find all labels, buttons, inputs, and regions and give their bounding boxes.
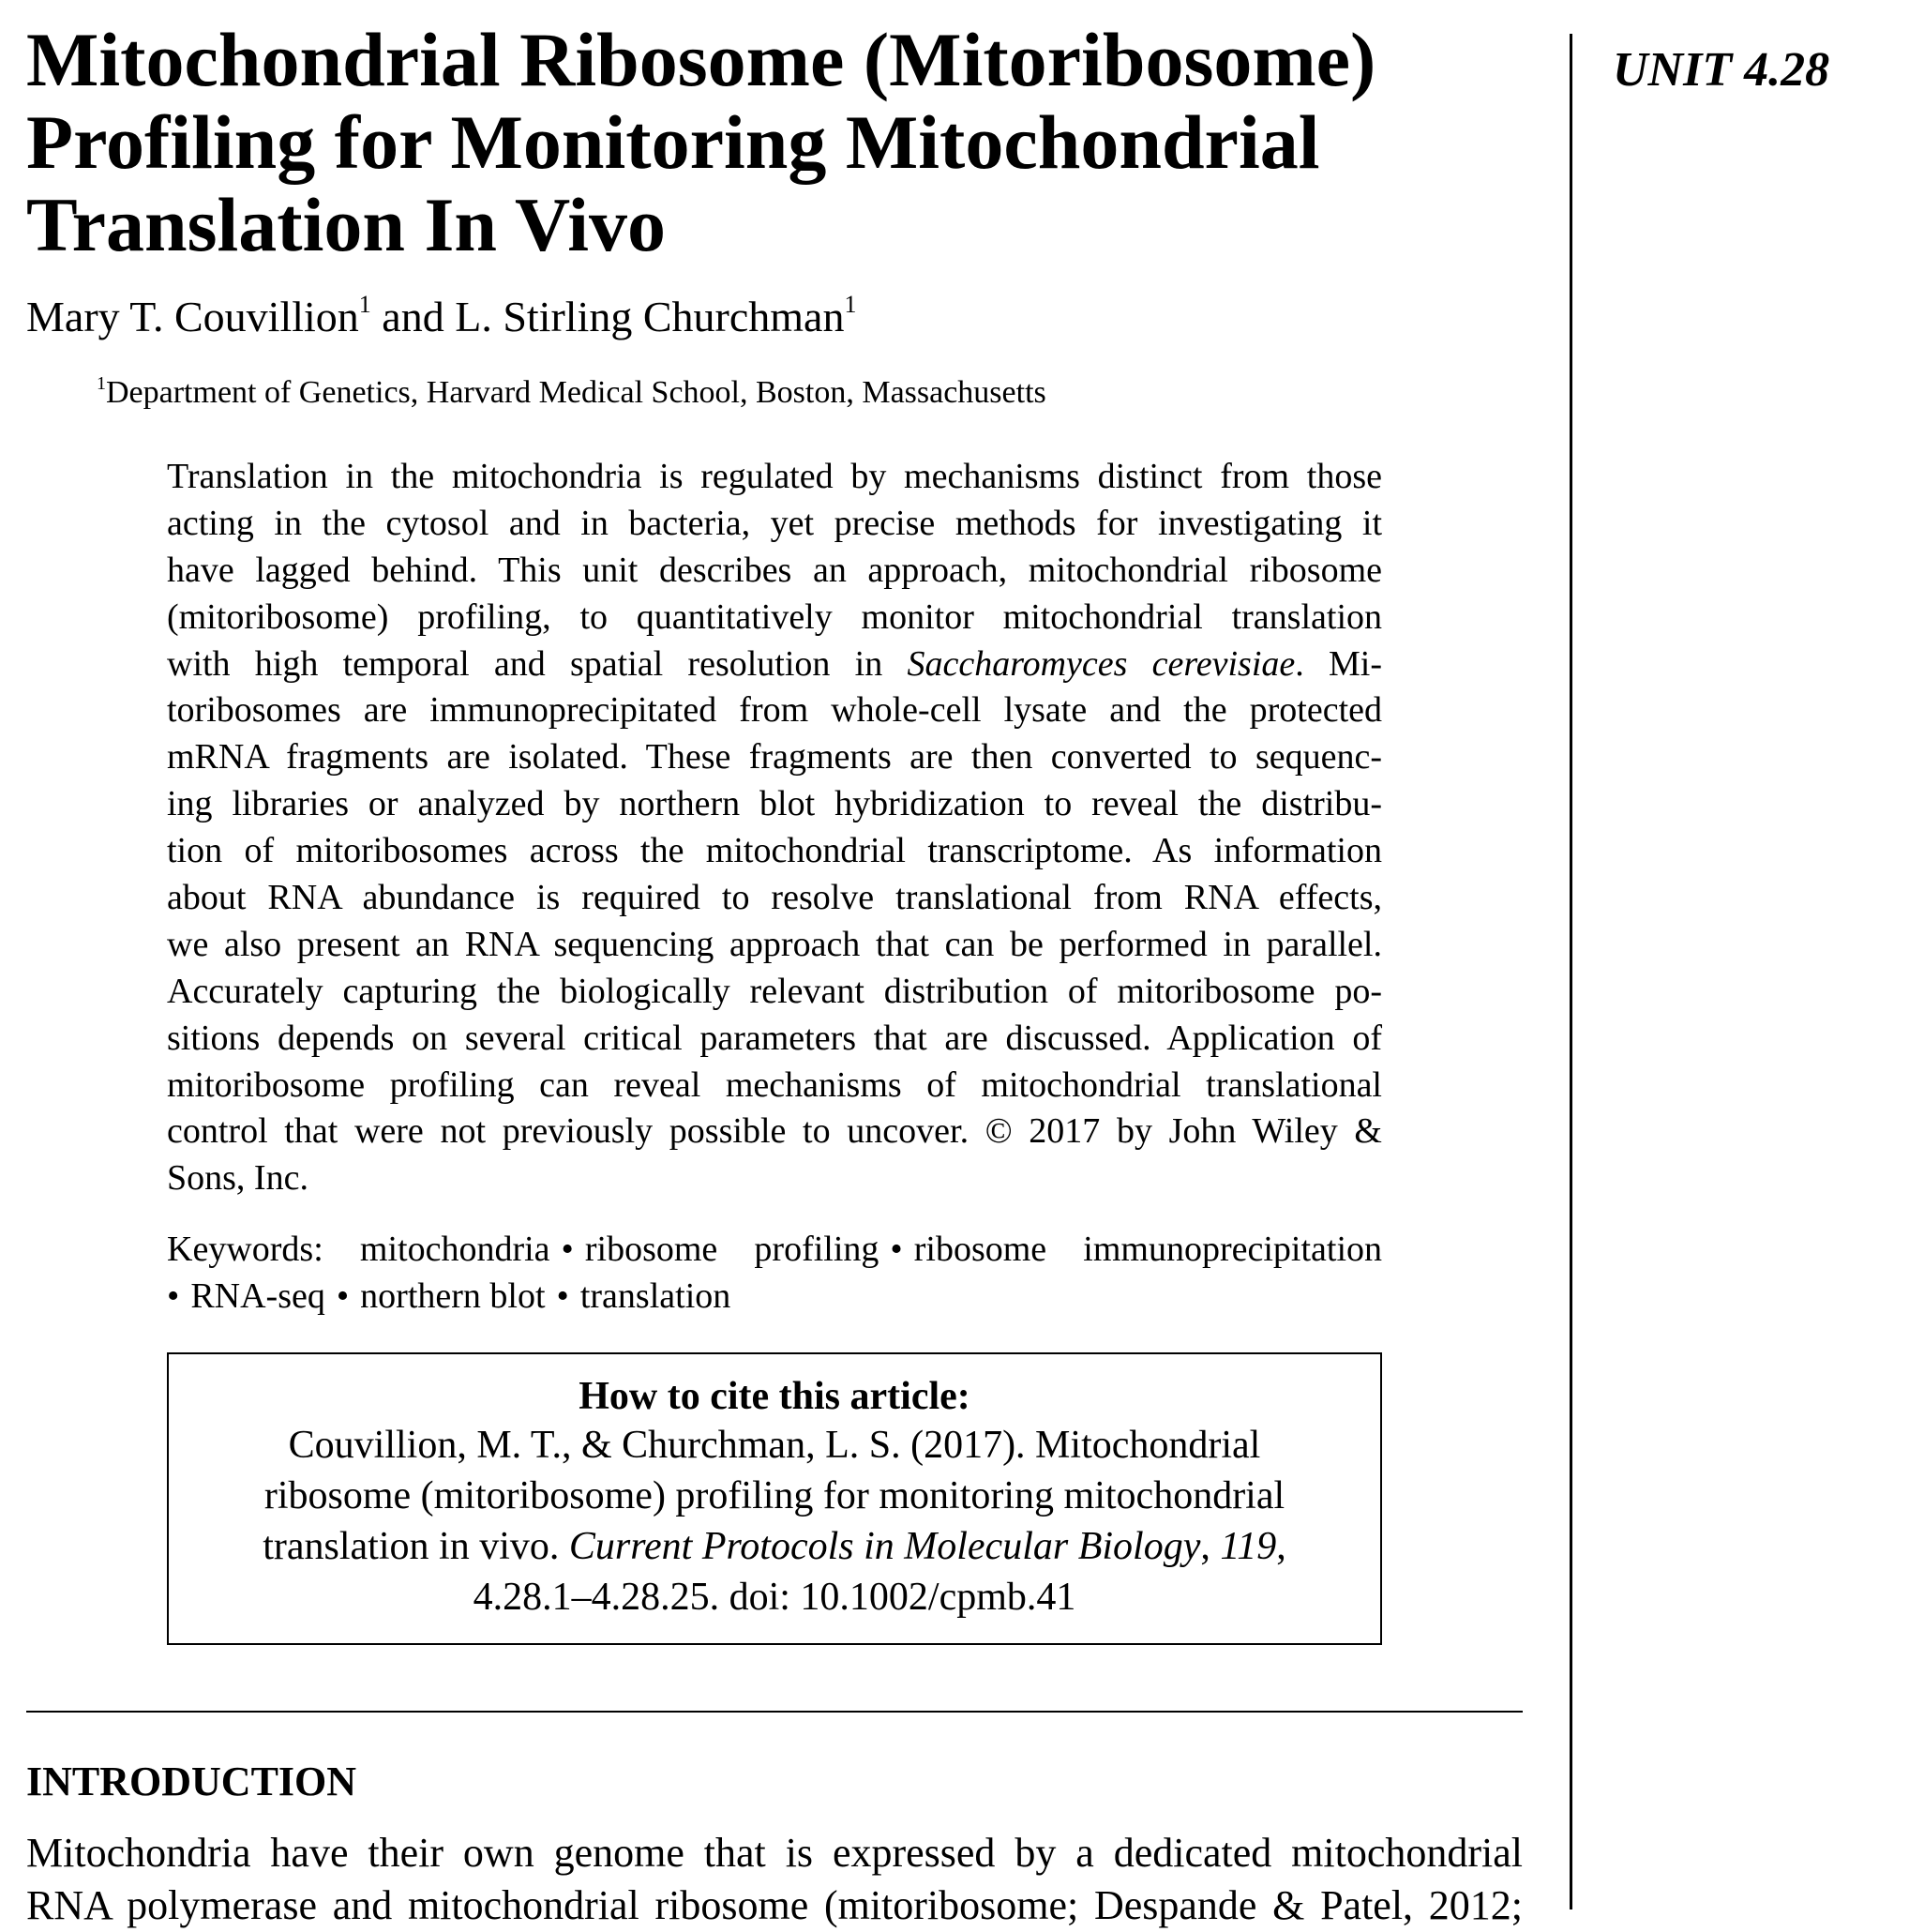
citation-line: translation in vivo. Current Protocols in Molecular Biology, 119, [263,1525,1286,1568]
keywords [167,1226,1382,1320]
affiliation-text: Department of Genetics, Harvard Medical School, Boston, Massachusetts [106,375,1046,410]
abstract-line: tion of mitoribosomes across the mitochondrial transcriptome. As information [167,831,1382,871]
abstract-line: sitions depends on several critical parameters that are discussed. Application of [167,1018,1382,1058]
author-line [26,292,856,341]
bullet-icon: • [890,1230,903,1269]
citation-text: translation in vivo. [263,1525,560,1568]
abstract-line: ing libraries or analyzed by northern blot hybridization to reveal the distribu- [167,784,1382,824]
abstract-line: Accurately capturing the biologically relevant distribution of mitoribosome po- [167,971,1382,1011]
intro-line: RNA polymerase and mitochondrial ribosome (mitoribosome; Despande & Patel, 2012; [26,1882,1523,1928]
keyword: mitochondria [359,1230,550,1269]
intro-line: Mitochondria have their own genome that is expressed by a dedicated mitochondrial [26,1830,1523,1876]
keyword: translation [579,1276,731,1316]
introduction-text [26,1827,1523,1932]
keywords-label: Keywords: [167,1230,323,1269]
abstract [167,454,1382,1202]
species-name: Saccharomyces cerevisiae [907,643,1296,684]
affiliation-mark: 1 [97,373,106,394]
citation-line: ribosome (mitoribosome) profiling for monitoring mitochondrial [263,1474,1285,1517]
abstract-line: we also present an RNA sequencing approach that can be performed in parallel. [167,924,1382,964]
bullet-icon: • [556,1276,569,1316]
keyword: ribosome profiling [584,1230,879,1269]
abstract-line: Sons, Inc. [167,1158,308,1199]
author-joiner: and [370,293,456,340]
author-name: L. Stirling Churchman [455,293,845,340]
abstract-line: mitoribosome profiling can reveal mechanisms of mitochondrial translational [167,1064,1382,1105]
author-name: Mary T. Couvillion [26,293,359,340]
bullet-icon: • [167,1276,180,1316]
title-line: Translation In Vivo [26,182,666,267]
section-divider [26,1711,1523,1713]
abstract-line-with-species [167,641,1382,688]
citation-box [167,1352,1382,1645]
affiliation [97,375,1046,411]
journal-name: Current Protocols in Molecular Biology [568,1525,1201,1568]
citation-line: 4.28.1–4.28.25. doi: 10.1002/cpmb.41 [473,1576,1076,1619]
abstract-line: acting in the cytosol and in bacteria, yet precise methods for investigating it [167,503,1382,543]
abstract-line: toribosomes are immunoprecipitated from whole-cell lysate and the protected [167,690,1382,731]
abstract-line: about RNA abundance is required to resolve translational from RNA effects, [167,878,1382,918]
citation-line: Couvillion, M. T., & Churchman, L. S. (2017). Mitochondrial [288,1424,1261,1467]
citation-heading: How to cite this article: [579,1375,970,1418]
abstract-text: with high temporal and spatial resolution in [167,643,883,684]
keyword: northern blot [360,1276,546,1316]
abstract-line: have lagged behind. This unit describes an approach, mitochondrial ribosome [167,550,1382,590]
vertical-rule [1570,34,1572,1909]
affiliation-mark: 1 [844,291,857,318]
bullet-icon: • [336,1276,350,1316]
title-line: Profiling for Monitoring Mitochondrial [26,99,1320,185]
affiliation-mark: 1 [358,291,371,318]
article-title [26,19,1564,266]
abstract-line: (mitoribosome) profiling, to quantitatively monitor mitochondrial translation [167,596,1382,637]
abstract-line: control that were not previously possible to uncover. © 2017 by John Wiley & [167,1111,1382,1152]
abstract-line: Translation in the mitochondria is regulated by mechanisms distinct from those [167,457,1382,496]
unit-label: UNIT 4.28 [1613,43,1830,97]
title-line: Mitochondrial Ribosome (Mitoribosome) [26,17,1376,102]
bullet-icon: • [561,1230,574,1269]
keywords-line [167,1273,1382,1320]
abstract-line: mRNA fragments are isolated. These fragments are then converted to sequenc- [167,737,1382,777]
keyword: RNA-seq [190,1276,325,1316]
section-heading: INTRODUCTION [26,1758,357,1804]
abstract-text: . Mi- [1295,643,1383,684]
journal-volume: 119 [1220,1525,1277,1568]
keyword: ribosome immunoprecipitation [913,1230,1383,1269]
keywords-line [167,1226,1382,1273]
